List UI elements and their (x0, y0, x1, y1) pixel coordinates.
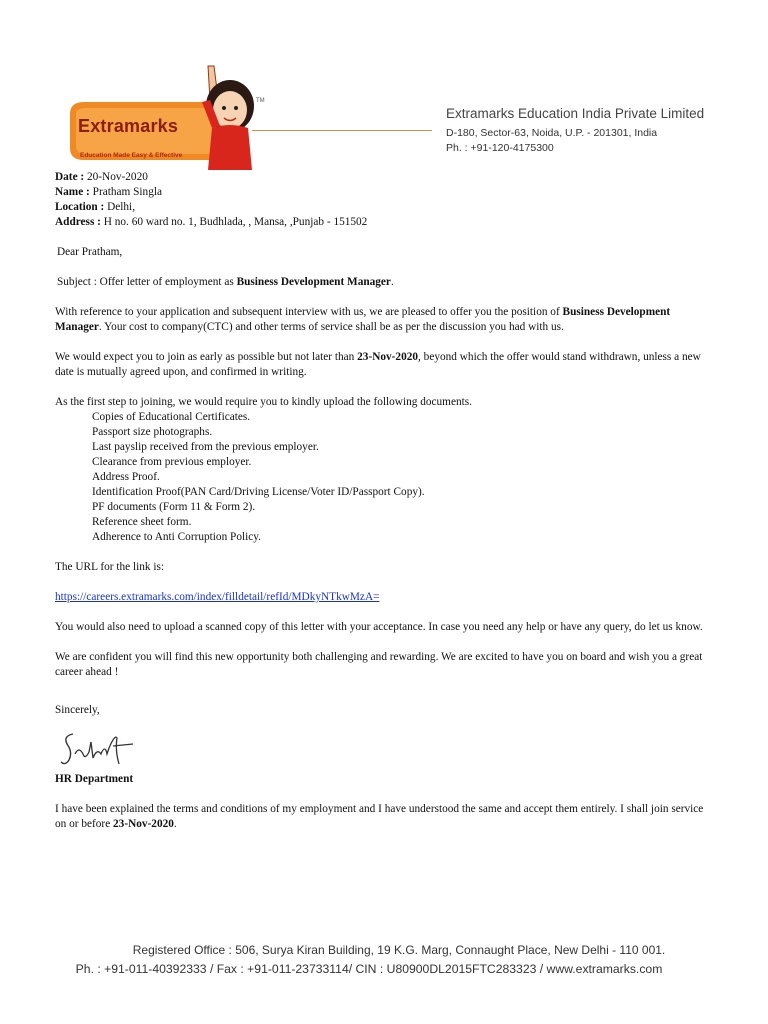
documents-list (55, 410, 715, 545)
closing: Sincerely, (55, 704, 100, 716)
logo-text: Extramarks (78, 116, 179, 136)
name-line (55, 185, 715, 200)
acceptance-date: 23-Nov-2020 (113, 818, 174, 830)
list-item: Passport size photographs. (92, 426, 213, 438)
address-label: Address : (55, 216, 101, 228)
company-logo (62, 62, 272, 172)
header-rule (252, 130, 432, 131)
date-label: Date : (55, 171, 85, 183)
location-line (55, 200, 715, 215)
list-item: Copies of Educational Certificates. (92, 411, 251, 423)
letter-body (55, 170, 715, 832)
signature-icon (59, 724, 149, 772)
company-name: Extramarks Education India Private Limited (446, 106, 705, 121)
list-item: Address Proof. (92, 471, 160, 483)
logo-tagline: Education Made Easy & Effective (80, 152, 183, 159)
list-item: Last payslip received from the previous employer. (92, 441, 319, 453)
acceptance-text-a: I have been explained the terms and conditions of my employment and I have understood the same and accept them entirely. I shall join service on or before (55, 803, 704, 830)
signatory (55, 772, 715, 787)
para2-text-b: , beyond which the offer would stand withdrawn, unless a new date is mutually agreed upon, and confirmed in writing. (55, 351, 701, 378)
date-value: 20-Nov-2020 (87, 171, 148, 183)
url-intro: The URL for the link is: (55, 561, 165, 573)
para1-role: Business Development Manager (55, 306, 671, 333)
paragraph-joining (55, 350, 715, 380)
greeting: Dear Pratham, (57, 246, 123, 258)
para2-text-a: We would expect you to join as early as possible but not later than (55, 351, 358, 363)
subject-role: Business Development Manager (236, 276, 391, 288)
trademark-mark: TM (256, 98, 265, 104)
list-item: Reference sheet form. (92, 516, 192, 528)
company-info (446, 106, 704, 154)
upload-documents-link[interactable]: https://careers.extramarks.com/index/filldetail/refId/MDkyNTkwMzA= (55, 591, 380, 603)
subject-line (55, 275, 715, 290)
footer-registered-office: Registered Office : 506, Surya Kiran Building, 19 K.G. Marg, Connaught Place, New Delhi - 110 001. (132, 943, 666, 957)
list-item: Adherence to Anti Corruption Policy. (92, 531, 262, 543)
address-line (55, 215, 715, 230)
date-line (55, 170, 715, 185)
list-item: Clearance from previous employer. (92, 456, 252, 468)
para1-text-a: With reference to your application and subsequent interview with us, we are pleased to offer you the position of (55, 306, 563, 318)
list-item: PF documents (Form 11 & Form 2). (92, 501, 256, 513)
address-value: H no. 60 ward no. 1, Budhlada, , Mansa, ,Punjab - 151502 (103, 216, 368, 228)
name-label: Name : (55, 186, 90, 198)
documents-intro: As the first step to joining, we would require you to kindly upload the following documents. (55, 396, 472, 408)
paragraph-acceptance (55, 802, 715, 832)
list-item: Identification Proof(PAN Card/Driving License/Voter ID/Passport Copy). (92, 486, 425, 498)
name-value: Pratham Singla (92, 186, 162, 198)
company-phone: Ph. : +91-120-4175300 (446, 142, 554, 154)
location-value: Delhi, (107, 201, 136, 213)
para2-date: 23-Nov-2020 (357, 351, 419, 363)
subject-suffix: . (390, 276, 394, 288)
paragraph-confidence: We are confident you will find this new opportunity both challenging and rewarding. We are excited to have you on board and wish you a great career ahead ! (55, 651, 703, 678)
subject-prefix: Subject : Offer letter of employment as (57, 276, 237, 288)
company-address: D-180, Sector-63, Noida, U.P. - 201301, India (446, 127, 658, 139)
signatory-text: HR Department (55, 773, 134, 785)
para1-text-b: . Your cost to company(CTC) and other terms of service shall be as per the discussion you had with us. (98, 321, 564, 333)
acceptance-text-b: . (173, 818, 177, 830)
footer-contact-line: Ph. : +91-011-40392333 / Fax : +91-011-23733114/ CIN : U80900DL2015FTC283323 / www.extramarks.com (75, 962, 663, 976)
location-label: Location : (55, 201, 105, 213)
paragraph-upload: You would also need to upload a scanned copy of this letter with your acceptance. In case you need any help or have any query, do let us know. (55, 621, 703, 633)
paragraph-offer (55, 305, 715, 335)
